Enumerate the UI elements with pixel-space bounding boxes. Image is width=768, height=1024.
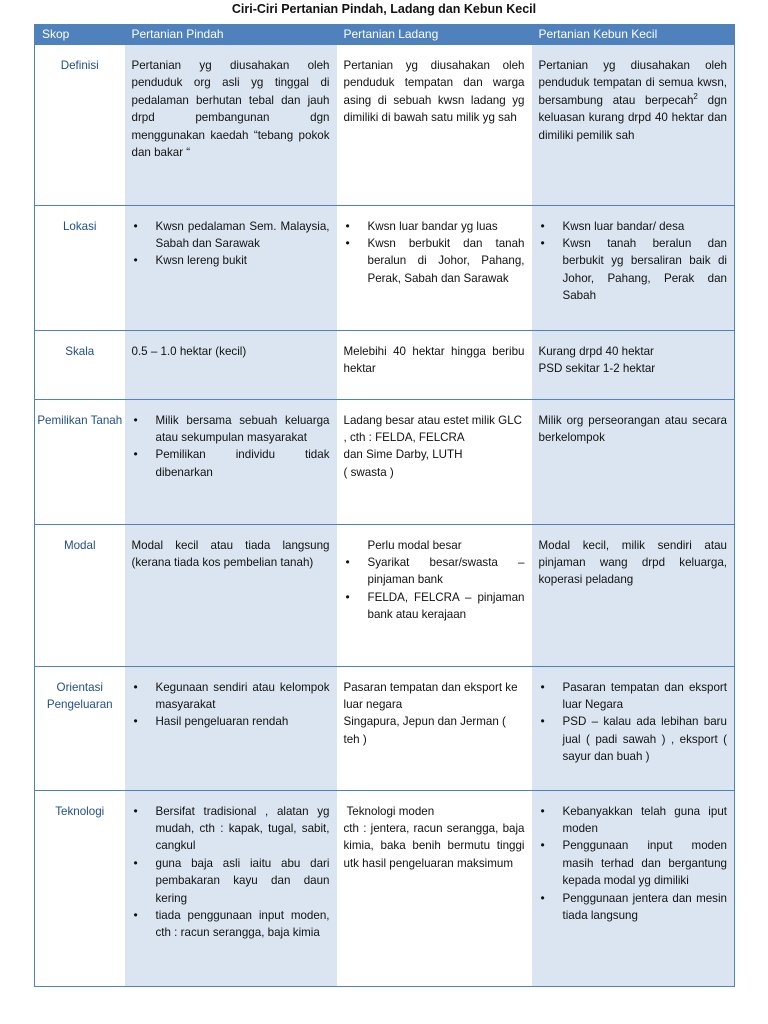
row-label: Modal [35,524,125,666]
cell-kebun [532,666,735,790]
header-pertanian-pindah: Pertanian Pindah [125,24,337,45]
cell-line: cth : jentera, racun serangga, baja kimia, baka benih bermutu tinggi utk hasil pengeluaran maksimum [343,821,525,870]
cell-pindah [125,399,337,524]
cell-kebun [532,790,735,986]
cell-ladang [337,524,532,666]
list-item: • Penggunaan jentera dan mesin tiada langsung [563,890,728,925]
row-label: Lokasi [35,205,125,330]
list-item: • Syarikat besar/swasta – pinjaman bank [368,554,525,589]
cell-line: PSD sekitar 1-2 hektar [538,361,656,375]
list-item: • Kwsn pedalaman Sem. Malaysia, Sabah dan Sarawak [156,218,330,253]
list-item: • Kegunaan sendiri atau kelompok masyarakat [156,679,330,714]
cell-line: Singapura, Jepun dan Jerman ( teh ) [343,715,506,746]
cell-text: dgn keluasan kurang drpd 40 hektar dan dimiliki pemilik sah [538,93,727,142]
cell-pindah: Modal kecil atau tiada langsung (kerana tiada kos pembelian tanah) [125,524,337,666]
document-title: Ciri-Ciri Pertanian Pindah, Ladang dan Kebun Kecil [231,2,537,16]
header-pertanian-ladang: Pertanian Ladang [337,24,532,45]
row-lokasi [35,205,735,330]
list-item: • Kwsn tanah beralun dan berbukit yg bersaliran baik di Johor, Pahang, Perak dan Sabah [563,235,728,305]
cell-ladang: Pertanian yg diusahakan oleh penduduk tempatan dan warga asing di sebuah kwsn ladang yg dimiliki di bawah satu milik yg sah [337,45,532,205]
cell-pindah: Pertanian yg diusahakan oleh penduduk org asli yg tinggal di pedalaman berhutan tebal dan jauh drpd pembangunan dgn menggunakan kaedah “tebang pokok dan bakar “ [125,45,337,205]
list-item: • Milik bersama sebuah keluarga atau sekumpulan masyarakat [156,412,330,447]
list-item: • guna baja asli iaitu abu dari pembakaran kayu dan daun kering [156,855,330,907]
row-orientasi-pengeluaran [35,666,735,790]
list-item: • Kebanyakkan telah guna iput moden [563,803,728,838]
list-item: • Kwsn luar bandar/ desa [563,218,728,235]
list-item: • Kwsn berbukit dan tanah beralun di Johor, Pahang, Perak, Sabah dan Sarawak [368,235,525,287]
row-label: Definisi [35,45,125,205]
row-definisi [35,45,735,205]
cell-pindah [125,205,337,330]
list-item: • Bersifat tradisional , alatan yg mudah, cth : kapak, tugal, sabit, cangkul [156,803,330,855]
header-skop: Skop [35,24,125,45]
cell-line: Perlu modal besar [367,538,462,552]
row-label: Orientasi Pengeluaran [35,666,125,790]
row-label: Teknologi [35,790,125,986]
row-pemilikan-tanah [35,399,735,524]
cell-pindah: 0.5 – 1.0 hektar (kecil) [125,330,337,399]
header-row [35,24,735,45]
comparison-table [34,24,735,987]
cell-text: Pertanian yg diusahakan oleh penduduk tempatan di semua kwsn, bersambung atau berpecah [538,59,727,107]
cell-pindah [125,666,337,790]
cell-kebun [532,205,735,330]
cell-ladang [337,399,532,524]
row-label: Pemilikan Tanah [35,399,125,524]
cell-ladang: Melebihi 40 hektar hingga beribu hektar [337,330,532,399]
list-item: • tiada penggunaan input moden, cth : racun serangga, baja kimia [156,907,330,942]
row-modal [35,524,735,666]
cell-line: Ladang besar atau estet milik GLC , cth : FELDA, FELCRA [343,413,523,444]
cell-kebun: Modal kecil, milik sendiri atau pinjaman wang drpd keluarga, koperasi peladang [532,524,735,666]
cell-line: Kurang drpd 40 hektar [538,344,654,358]
cell-line: Pasaran tempatan dan eksport ke luar negara [343,680,518,711]
cell-pindah [125,790,337,986]
cell-kebun [532,330,735,399]
cell-line: Teknologi moden [343,804,435,818]
cell-line: ( swasta ) [343,465,394,479]
row-skala [35,330,735,399]
cell-ladang [337,666,532,790]
header-pertanian-kebun-kecil: Pertanian Kebun Kecil [532,24,735,45]
list-item: • Pasaran tempatan dan eksport luar Negara [563,679,728,714]
row-label: Skala [35,330,125,399]
cell-ladang [337,790,532,986]
superscript: 2 [693,91,698,101]
list-item: • Kwsn lereng bukit [156,252,330,269]
list-item: • Penggunaan input moden masih terhad dan bergantung kepada modal yg dimiliki [563,837,728,889]
list-item: • Kwsn luar bandar yg luas [368,218,525,235]
list-item: • PSD – kalau ada lebihan baru jual ( padi sawah ) , eksport ( sayur dan buah ) [563,713,728,765]
cell-kebun [532,45,735,205]
cell-kebun: Milik org perseorangan atau secara berkelompok [532,399,735,524]
list-item: • Hasil pengeluaran rendah [156,713,330,730]
cell-ladang [337,205,532,330]
row-teknologi [35,790,735,986]
list-item: • FELDA, FELCRA – pinjaman bank atau kerajaan [368,589,525,624]
cell-line: dan Sime Darby, LUTH [343,448,463,462]
list-item: • Pemilikan individu tidak dibenarkan [156,446,330,481]
